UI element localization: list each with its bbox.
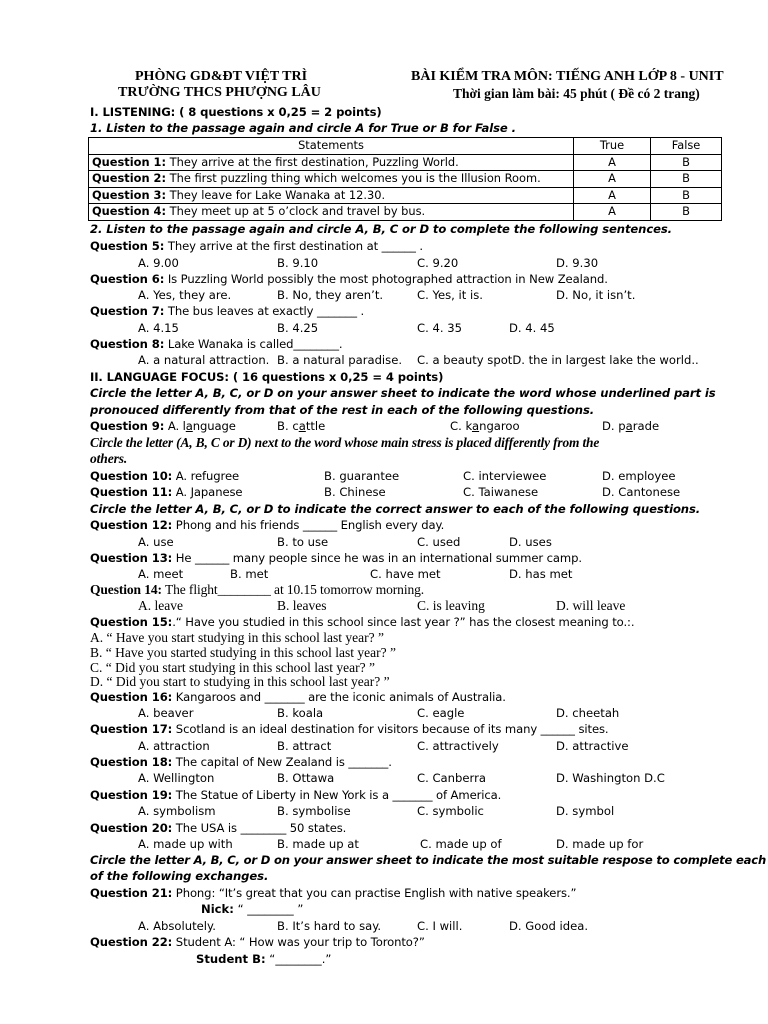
q7-option-c[interactable]: C. 4. 35: [417, 321, 462, 335]
header-true: True: [574, 138, 651, 155]
table-row: Question 3: They leave for Lake Wanaka at 12.30. A B: [89, 187, 722, 204]
question-20: Question 20: The USA is ________ 50 states.: [90, 821, 347, 835]
q17-option-a[interactable]: A. attraction: [138, 739, 210, 753]
q21-option-d[interactable]: D. Good idea.: [509, 919, 589, 933]
q6-option-d[interactable]: D. No, it isn’t.: [556, 288, 636, 302]
q17-option-c[interactable]: C. attractively: [417, 739, 499, 753]
answer-true[interactable]: A: [574, 171, 651, 188]
q8-option-b[interactable]: B. a natural paradise.: [277, 353, 403, 367]
q11-option-c[interactable]: C. Taiwanese: [463, 485, 539, 499]
q7-option-b[interactable]: B. 4.25: [277, 321, 319, 335]
q12-option-d[interactable]: D. uses: [509, 535, 552, 549]
question-12: Question 12: Phong and his friends ______ English every day.: [90, 518, 445, 532]
q16-option-b[interactable]: B. koala: [277, 706, 324, 720]
q7-option-a[interactable]: A. 4.15: [138, 321, 179, 335]
true-false-table: [88, 137, 722, 221]
q15-option-a[interactable]: A. “ Have you start studying in this school last year? ”: [90, 630, 384, 645]
q12-option-b[interactable]: B. to use: [277, 535, 329, 549]
q18-option-d[interactable]: D. Washington D.C: [556, 771, 665, 785]
school-department: PHÒNG GD&ĐT VIỆT TRÌ: [135, 69, 308, 84]
q9-option-d[interactable]: D. parade: [602, 419, 660, 433]
question-11: Question 11: A. Japanese: [90, 485, 243, 499]
q15-option-b[interactable]: B. “ Have you started studying in this school last year? ”: [90, 645, 396, 660]
q5-option-d[interactable]: D. 9.30: [556, 256, 599, 270]
q16-option-a[interactable]: A. beaver: [138, 706, 194, 720]
q13-option-a[interactable]: A. meet: [138, 567, 184, 581]
q20-option-d[interactable]: D. made up for: [556, 837, 644, 851]
header-statements: Statements: [89, 138, 574, 155]
q5-option-c[interactable]: C. 9.20: [417, 256, 459, 270]
listening-part2-instruction: 2. Listen to the passage again and circle A, B, C or D to complete the following sentences.: [90, 222, 672, 236]
q18-option-b[interactable]: B. Ottawa: [277, 771, 335, 785]
answer-true[interactable]: A: [574, 204, 651, 221]
q20-option-a[interactable]: A. made up with: [138, 837, 233, 851]
pronunciation-instruction-line1: Circle the letter A, B, C, or D on your answer sheet to indicate the word whose underlined part is: [90, 386, 716, 400]
q6-option-b[interactable]: B. No, they aren’t.: [277, 288, 384, 302]
q11-option-b[interactable]: B. Chinese: [324, 485, 386, 499]
q18-option-c[interactable]: C. Canberra: [417, 771, 486, 785]
q14-option-a[interactable]: A. leave: [138, 598, 183, 613]
question-16: Question 16: Kangaroos and _______ are the iconic animals of Australia.: [90, 690, 506, 704]
q11-option-d[interactable]: D. Cantonese: [602, 485, 681, 499]
q7-option-d[interactable]: D. 4. 45: [509, 321, 555, 335]
q12-option-c[interactable]: C. used: [417, 535, 461, 549]
question-18: Question 18: The capital of New Zealand is _______.: [90, 755, 392, 769]
q12-option-a[interactable]: A. use: [138, 535, 174, 549]
q21-option-c[interactable]: C. I will.: [417, 919, 463, 933]
q21-reply: Nick: “ ________ ”: [201, 902, 304, 916]
question-15: Question 15:.“ Have you studied in this school since last year ?” has the closest meaning to.:.: [90, 615, 635, 629]
header-false: False: [651, 138, 722, 155]
question-19: Question 19: The Statue of Liberty in New York is a _______ of America.: [90, 788, 502, 802]
q10-option-c[interactable]: C. interviewee: [463, 469, 547, 483]
q18-option-a[interactable]: A. Wellington: [138, 771, 215, 785]
question-5: Question 5: They arrive at the first destination at ______ .: [90, 239, 424, 253]
q5-option-a[interactable]: A. 9.00: [138, 256, 179, 270]
school-name: TRƯỜNG THCS PHƯỢNG LÂU: [118, 85, 321, 100]
q15-option-d[interactable]: D. “ Did you start to studying in this school last year? ”: [90, 674, 390, 689]
pronunciation-instruction-line2: pronouced differently from that of the rest in each of the following questions.: [90, 403, 595, 417]
q21-option-b[interactable]: B. It’s hard to say.: [277, 919, 382, 933]
q13-option-d[interactable]: D. has met: [509, 567, 573, 581]
q19-option-a[interactable]: A. symbolism: [138, 804, 216, 818]
q6-option-a[interactable]: A. Yes, they are.: [138, 288, 232, 302]
question-6: Question 6: Is Puzzling World possibly the most photographed attraction in New Zealand.: [90, 272, 608, 286]
q14-option-c[interactable]: C. is leaving: [417, 598, 485, 613]
question-17: Question 17: Scotland is an ideal destination for visitors because of its many ______ sites.: [90, 722, 609, 736]
table-header-row: [89, 138, 722, 155]
question-22: Question 22: Student A: “ How was your trip to Toronto?”: [90, 935, 425, 949]
q17-option-b[interactable]: B. attract: [277, 739, 332, 753]
answer-true[interactable]: A: [574, 187, 651, 204]
exchange-instruction-line1: Circle the letter A, B, C, or D on your answer sheet to indicate the most suitable respose to complete each: [90, 853, 767, 867]
answer-false[interactable]: B: [651, 187, 722, 204]
section-listening-title: I. LISTENING: ( 8 questions x 0,25 = 2 points): [90, 105, 382, 119]
q22-reply: Student B: “________.”: [196, 952, 332, 966]
q17-option-d[interactable]: D. attractive: [556, 739, 629, 753]
question-21: Question 21: Phong: “It’s great that you can practise English with native speakers.”: [90, 886, 577, 900]
answer-false[interactable]: B: [651, 154, 722, 171]
question-9: Question 9: A. language: [90, 419, 236, 433]
q21-option-a[interactable]: A. Absolutely.: [138, 919, 216, 933]
grammar-instruction: Circle the letter A, B, C, or D to indicate the correct answer to each of the following questions.: [90, 502, 701, 516]
table-row: Question 2: The first puzzling thing which welcomes you is the Illusion Room. A B: [89, 171, 722, 188]
q8-option-c[interactable]: C. a beauty spotD. the in largest lake the world..: [417, 353, 699, 367]
q15-option-c[interactable]: C. “ Did you start studying in this school last year? ”: [90, 660, 375, 675]
q19-option-d[interactable]: D. symbol: [556, 804, 615, 818]
q5-option-b[interactable]: B. 9.10: [277, 256, 319, 270]
q13-option-c[interactable]: C. have met: [370, 567, 441, 581]
q20-option-b[interactable]: B. made up at: [277, 837, 359, 851]
q16-option-c[interactable]: C. eagle: [417, 706, 465, 720]
q13-option-b[interactable]: B. met: [230, 567, 269, 581]
q14-option-b[interactable]: B. leaves: [277, 598, 327, 613]
q10-option-b[interactable]: B. guarantee: [324, 469, 400, 483]
question-13: Question 13: He ______ many people since he was in an international summer camp.: [90, 551, 582, 565]
q9-option-c[interactable]: C. kangaroo: [450, 419, 520, 433]
q16-option-d[interactable]: D. cheetah: [556, 706, 620, 720]
q6-option-c[interactable]: C. Yes, it is.: [417, 288, 483, 302]
answer-false[interactable]: B: [651, 204, 722, 221]
question-7: Question 7: The bus leaves at exactly _______ .: [90, 304, 365, 318]
q19-option-c[interactable]: C. symbolic: [417, 804, 484, 818]
stress-instruction-line1: Circle the letter (A, B, C or D) next to the word whose main stress is placed differently from the: [90, 435, 600, 450]
q19-option-b[interactable]: B. symbolise: [277, 804, 351, 818]
q14-option-d[interactable]: D. will leave: [556, 598, 626, 613]
listening-part1-instruction: 1. Listen to the passage again and circle A for True or B for False .: [90, 121, 516, 135]
table-row: Question 4: They meet up at 5 o’clock and travel by bus. A B: [89, 204, 722, 221]
q20-option-c[interactable]: C. made up of: [420, 837, 502, 851]
exam-title: BÀI KIỂM TRA MÔN: TIẾNG ANH LỚP 8 - UNIT: [411, 69, 724, 84]
exam-duration: Thời gian làm bài: 45 phút ( Đề có 2 trang): [453, 86, 700, 101]
q9-option-b[interactable]: B. cattle: [277, 419, 326, 433]
stress-instruction-line2: others.: [90, 451, 128, 466]
question-8: Question 8: Lake Wanaka is called________.: [90, 337, 343, 351]
answer-true[interactable]: A: [574, 154, 651, 171]
table-row: Question 1: They arrive at the first destination, Puzzling World. A B: [89, 154, 722, 171]
exchange-instruction-line2: of the following exchanges.: [90, 869, 269, 883]
q8-option-a[interactable]: A. a natural attraction.: [138, 353, 270, 367]
question-14: Question 14: The flight________ at 10.15 tomorrow morning.: [90, 582, 425, 597]
answer-false[interactable]: B: [651, 171, 722, 188]
q10-option-d[interactable]: D. employee: [602, 469, 676, 483]
section-language-focus-title: II. LANGUAGE FOCUS: ( 16 questions x 0,25 = 4 points): [90, 370, 444, 384]
question-10: Question 10: A. refugree: [90, 469, 240, 483]
